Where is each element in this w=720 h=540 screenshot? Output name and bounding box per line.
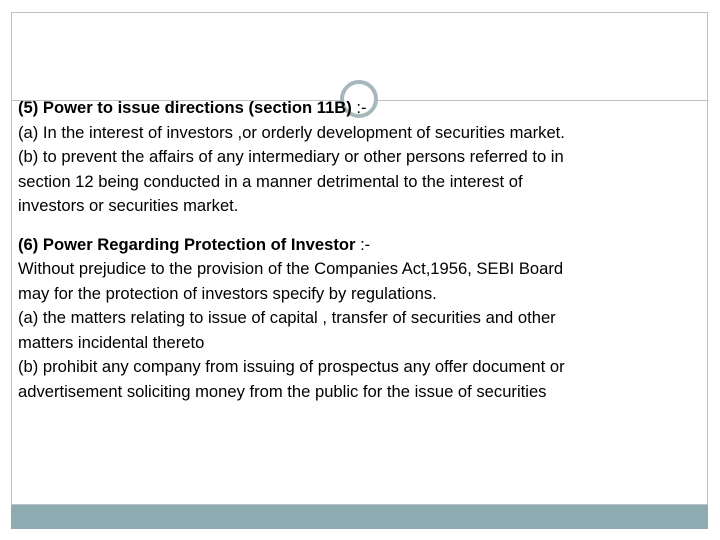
section-6-item-a-line-2: matters incidental thereto <box>18 332 205 352</box>
section-5-heading-suffix: :- <box>351 98 367 117</box>
section-6-heading-suffix: :- <box>355 234 371 254</box>
section-6-item-b-line-1: (b) prohibit any company from issuing of prospectus any offer document or <box>18 357 565 376</box>
section-5-heading-text: (5) Power to issue directions (section 11B) <box>18 98 352 117</box>
section-5-heading <box>18 96 688 121</box>
section-5-item-a: (a) In the interest of investors ,or orderly development of securities market. <box>18 122 565 142</box>
section-6-intro-line-1: Without prejudice to the provision of the Companies Act,1956, SEBI Board <box>18 259 564 278</box>
section-6-item-a-line-1: (a) the matters relating to issue of capital , transfer of securities and other <box>18 308 556 327</box>
section-5-item-b-line-2: section 12 being conducted in a manner detrimental to the interest of <box>18 171 523 191</box>
section-6-heading-text: (6) Power Regarding Protection of Investor <box>18 234 356 254</box>
section-5-item-b-line-3: investors or securities market. <box>18 196 239 215</box>
section-6-item-b-line-2: advertisement soliciting money from the public for the issue of securities <box>18 381 547 401</box>
footer-bar <box>11 504 708 529</box>
section-5-item-b-line-1: (b) to prevent the affairs of any intermediary or other persons referred to in <box>18 147 564 166</box>
section-6-intro-line-2: may for the protection of investors specify by regulations. <box>18 283 437 303</box>
slide-body <box>18 96 688 404</box>
paragraph-gap <box>18 219 688 233</box>
section-6-heading <box>18 233 688 258</box>
